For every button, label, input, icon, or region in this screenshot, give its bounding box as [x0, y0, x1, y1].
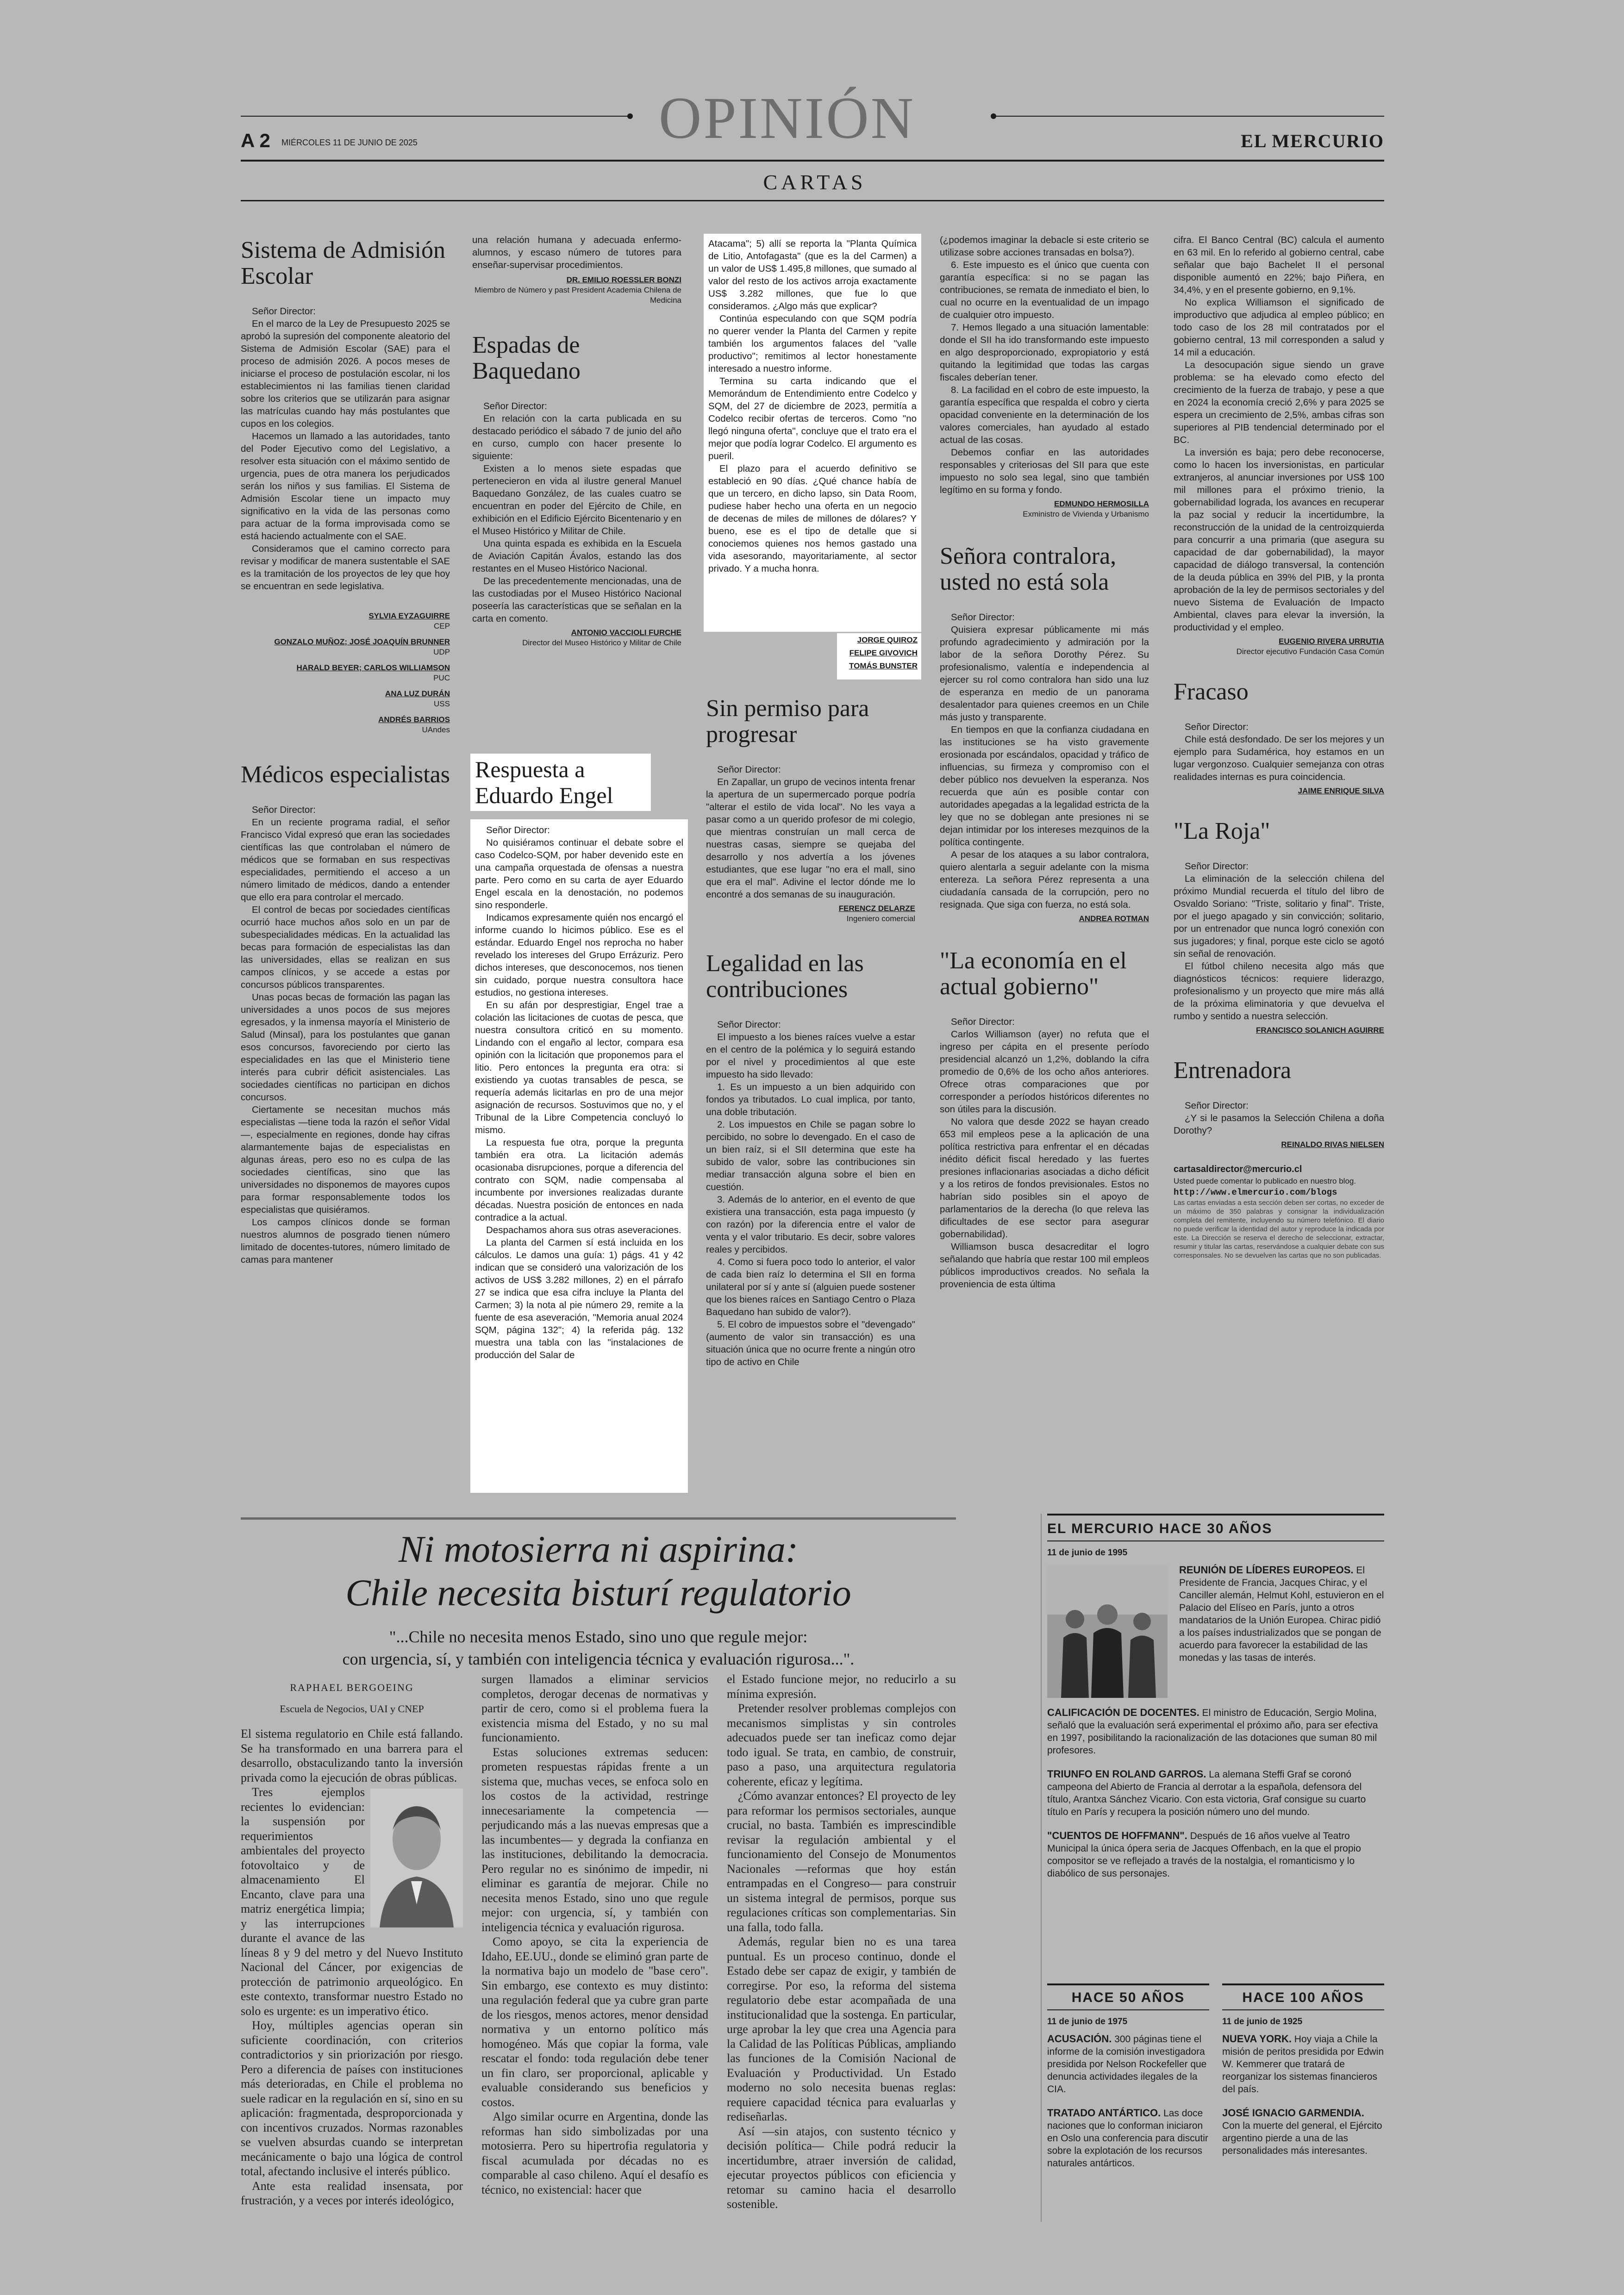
edition-date: MIÉRCOLES 11 DE JUNIO DE 2025 [281, 138, 418, 147]
author-photo [370, 1789, 463, 1927]
paragraph: El control de becas por sociedades científicas ocurrió hace muchos años solo en un par de subespecialidades médicas. En la actualidad las becas para formación de especialistas las dan las universidades, ellas se realizan en sus campos clínicos, y se accede a estas por concursos públicos transparentes. [241, 904, 450, 990]
signer-org: USS [434, 699, 450, 708]
paragraph: En tiempos en que la confianza ciudadana en las instituciones se ha visto gravemente erosionada por escándalos, opacidad y tráfico de influencias, su firmeza y compromiso con el deber público nos devuelven la esperanza. Nos recuerda que aún es posible contar con autoridades apegadas a la legalidad estricta de la ley que no se doblegan ante presiones ni se dejan intimidar por los intereses mezquinos de la política contingente. [940, 724, 1149, 848]
column-text-1 [241, 1727, 463, 2222]
salutation: Señor Director: [486, 825, 550, 836]
signer-name: ANTONIO VACCIOLI FURCHE [571, 628, 681, 637]
paragraph: Continúa especulando con que SQM podría no querer vender la Planta del Carmen y repite también los argumentos falaces del "valle productivo"; remitimos al lector honestamente interesado a nuestro informe. [708, 313, 917, 374]
paragraph: La inversión es baja; pero debe reconocerse, como lo hacen los inversionistas, en particular extranjeros, al anunciar inversiones por US$ 100 mil millones para el próximo trienio, la gobernabilidad lograda, los avances en recuperar la paz social y reducir la incertidumbre, la reconstrucción de la unidad de la centroizquierda para concurrir a una primaria (que asegura su capacidad de dar gobernabilidad), la mayor capacidad de diálogo transversal, la contención de la deuda pública en 39% del PIB, y la pronta aprobación de la ley de permisos sectoriales y del nuevo Sistema de Evaluación de Impacto Ambiental, claves para elevar la inversión, la productividad y el empleo. [1174, 447, 1384, 633]
column-text-2 [481, 1672, 708, 2222]
paragraph: Además, regular bien no es una tarea puntual. Es un proceso continuo, donde el Estado debe ser capaz de exigir, y también de corregirse. Por eso, la reforma del sistema regulatorio debe estar acompañada de una institucionalidad que la sostenga. En particular, urge aprobar la ley que crea una Agencia para la Calidad de las Políticas Públicas, ampliando las funciones de la Comisión Nacional de Evaluación y Productividad. Un Estado moderno no solo necesita buenas reglas: requiere capacidad técnica para evaluarlas y rediseñarlas. [727, 1935, 956, 2123]
paragraph: La planta del Carmen sí está incluida en los cálculos. Le damos una guía: 1) págs. 41 y 42 indican que se consideró una valorización de los activos de US$ 3.282 millones, 2) en el párrafo 27 se indica que esa cifra incluye la Planta del Carmen; 3) la nota al pie número 29, remite a la fuente de esa aseveración, "Memoria anual 2024 SQM, página 132"; 4) la referida pág. 132 muestra una tabla con las "instalaciones de producción del Salar de [475, 1237, 683, 1360]
paragraph: Indicamos expresamente quién nos encargó el informe cuando lo hicimos público. Ese es el estándar. Eduardo Engel nos reprocha no haber revelado los intereses del Grupo Errázuriz. Pero dichos intereses, que desconocemos, nos tienen sin cuidado, porque nuestra consultora hace estudios, no gestiona intereses. [475, 912, 683, 998]
paragraph: 2. Los impuestos en Chile se pagan sobre lo percibido, no sobre lo devengado. En el caso de un bien raíz, si el SII determina que este ha subido de valor, sobre las contribuciones sin mediar transacción alguna sobre el bien en cuestión. [706, 1119, 915, 1192]
letter-title-contralora: Señora contralora, usted no está sola [940, 543, 1117, 595]
signer-role: Exministro de Vivienda y Urbanismo [1023, 510, 1149, 518]
paragraph: 1. Es un impuesto a un bien adquirido con fondos ya tributados. Lo cual implica, por tanto, una doble tributación. [706, 1082, 915, 1117]
paragraph: El plazo para el acuerdo definitivo se estableció en 90 días. ¿Qué chance había de que un tercero, en dicho lapso, sin Data Room, pudiese haber hecho una oferta en un negocio de decenas de miles de millones de dólares? Y bueno, ese es el tipo de detalle que si conociemos quienes nos hemos gastado una vida asesorando, mayoritariamente, al sector privado. Y a mucha honra. [708, 463, 917, 574]
signer-name: TOMÁS BUNSTER [849, 661, 918, 670]
signer-org: UAndes [422, 725, 450, 734]
author-portrait-icon [370, 1789, 463, 1927]
letter-title-admision: Sistema de Admisión Escolar [241, 237, 445, 289]
hace-30-item-head: REUNIÓN DE LÍDERES EUROPEOS. [1179, 1564, 1354, 1576]
paragraph: Hoy, múltiples agencias operan sin suficiente coordinación, con criterios contradictorios y sin priorización por riesgo. Pero a diferencia de países con instituciones más deterioradas, en Chile el problema no suele radicar en la regulación en sí, sino en su aplicación: fragmentada, desproporcionada y con incentivos cruzados. Normas razonables se vuelven absurdas cuando se interpretan mecánicamente o bajo una lógica de control total, afectando inclusive el interés público. [241, 2019, 463, 2178]
paragraph: Existen a lo menos siete espadas que pertenecieron en vida al ilustre general Manuel Baquedano González, de las cuales cuatro se encuentran en poder del Ejército de Chile, en exhibición en el Edificio Ejército Bicentenario y en el Museo Histórico y Militar de Chile. [472, 463, 681, 536]
salutation: Señor Director: [717, 764, 781, 775]
signer-role: Ingeniero comercial [846, 914, 915, 923]
reply-letter-box [470, 819, 688, 1493]
header-rule-left [241, 116, 630, 117]
signer-name: FRANCISCO SOLANICH AGUIRRE [1255, 1026, 1384, 1035]
signer-org: PUC [433, 674, 450, 682]
hace-30-item-head: TRIUNFO EN ROLAND GARROS. [1047, 1768, 1206, 1780]
contact-email[interactable]: cartasaldirector@mercurio.cl [1174, 1164, 1302, 1174]
header-rule-sub [241, 200, 1384, 201]
signer-name: GONZALO MUÑOZ; JOSÉ JOAQUÍN BRUNNER [274, 637, 450, 646]
paragraph: una relación humana y adecuada enfermo-alumnos, y escaso número de tutores para enseñar-supervisar procedimientos. [472, 235, 681, 270]
paragraph: 7. Hemos llegado a una situación lamentable: donde el SII ha ido transformando este impuesto en algo desproporcionado, expropiatorio y está quitando la legitimidad que todas las cargas fiscales deberían tener. [940, 322, 1149, 383]
column-deck [241, 1626, 956, 1670]
column-text-3 [727, 1672, 956, 2222]
hace-100-box [1222, 1983, 1384, 2222]
paragraph: Hacemos un llamado a las autoridades, tanto del Poder Ejecutivo como del Legislativo, a resolver esta situación con el máximo sentido de urgencia, pues de otra manera los perjudicados serán los niños y sus familias. El Sistema de Admisión Escolar tiene un impacto muy significativo en la vida de las personas como para actuar de la forma improvisada como se está haciendo actualmente con el SAE. [241, 431, 450, 542]
salutation: Señor Director: [951, 1017, 1015, 1027]
signer-role: Director ejecutivo Fundación Casa Común [1236, 647, 1384, 656]
signer-name: ANDRÉS BARRIOS [378, 715, 450, 724]
signer-org: CEP [434, 622, 450, 630]
signer-role: Director del Museo Histórico y Militar de Chile [522, 638, 681, 647]
paragraph: cifra. El Banco Central (BC) calcula el aumento en 63 mil. En lo referido al gobierno central, cabe señalar que bajo Bachelet II el personal disponible aumentó en 22%; bajo Piñera, en 34,4%, y en el presente gobierno, en 9,1%. [1174, 235, 1384, 295]
paragraph: No quisiéramos continuar el debate sobre el caso Codelco-SQM, por haber devenido este en una campaña orquestada de ofensas a nuestra parte. Pero como en su carta de ayer Eduardo Engel escala en la denostación, no podemos sino responderle. [475, 837, 683, 911]
letter-title-la-roja: "La Roja" [1174, 818, 1270, 844]
column-headline [241, 1528, 956, 1615]
header-rule-main [241, 160, 1384, 162]
paragraph: El fútbol chileno necesita algo más que diagnósticos técnicos: requiere liderazgo, profesionalismo y un proyecto que mire más allá de la próxima eliminatoria y que devuelva el rumbo y sentido a nuestra selección. [1174, 961, 1384, 1022]
hace-50-date: 11 de junio de 1975 [1047, 2017, 1128, 2027]
hace-30-item-head: "CUENTOS DE HOFFMANN". [1047, 1830, 1187, 1841]
signer-role: Miembro de Número y past President Academia Chilena de Medicina [475, 286, 681, 305]
paragraph: La desocupación sigue siendo un grave problema: se ha elevado como efecto del crecimiento de la fuerza de trabajo, y pese a que en 2024 la economía creció 2,6% y para 2025 se espera un crecimiento de 2,5%, ambas cifras son superiores al PIB tendencial determinado por el BC. [1174, 360, 1384, 445]
paragraph: El sistema regulatorio en Chile está fallando. Se ha transformado en una barrera para el desarrollo, obstaculizando tanto la inversión privada como la ejecución de obras públicas. [241, 1727, 463, 1784]
salutation: Señor Director: [252, 804, 316, 815]
paragraph: Consideramos que el camino correcto para revisar y modificar de manera sustentable el SAE es la tramitación de los proyectos de ley que hoy se encuentran en sede legislativa. [241, 543, 450, 592]
section-title: OPINIÓN [658, 85, 916, 151]
hace-30-date: 11 de junio de 1995 [1047, 1548, 1128, 1558]
paragraph: En Zapallar, un grupo de vecinos intenta frenar la apertura de un supermercado porque podría "alterar el estilo de vida local". No les vaya a pasar como a un querido profesor de mi colegio, que mientras construían un mall cerca de nuestras casas, siempre se quejaba del desarrollo y nos advertía a los jóvenes estudiantes, que ese lugar "no era el mall, sino que era el mal". Adivine el lector dónde me lo encontré a dos semanas de su inauguración. [706, 777, 915, 900]
paragraph: Despachamos ahora sus otras aseveraciones. [486, 1225, 681, 1235]
headline-line-1: Ni motosierra ni aspirina: [398, 1528, 799, 1570]
paragraph: ¿Y si le pasamos la Selección Chilena a doña Dorothy? [1174, 1113, 1384, 1136]
paragraph: Algo similar ocurre en Argentina, donde las reformas han sido simbolizadas por una motosierra. Pero su hipertrofia regulatoria y fiscal acumulada por décadas no es comparable al caso chileno. Aquí el desafío es técnico, no existencial: hacer que [481, 2110, 708, 2196]
signer-name: FELIPE GIVOVICH [849, 649, 918, 657]
paragraph: Williamson busca desacreditar el logro señalando que habría que restar 100 mil empleos públicos improductivos creados. No señala la proveniencia de esta última [940, 1241, 1149, 1290]
paragraph: Ciertamente se necesitan muchos más especialistas —tiene toda la razón el señor Vidal—, especialmente en regiones, donde hay cifras alarmantemente bajas de especialistas en algunas áreas, pero eso no es culpa de las sociedades científicas, sino que las universidades no disponemos de mayores cupos para formar responsablemente todos los especialistas que quisiéramos. [241, 1104, 450, 1215]
sidebar-divider [1041, 1514, 1042, 2222]
paragraph: Ante esta realidad insensata, por frustración, y a veces por interés ideológico, [241, 2179, 463, 2207]
paragraph: (¿podemos imaginar la debacle si este criterio se utilizase sobre acciones transadas en bolsa?). [940, 235, 1149, 258]
hace-50-item-head: TRATADO ANTÁRTICO. [1047, 2107, 1161, 2119]
signer-name: SYLVIA EYZAGUIRRE [369, 611, 450, 620]
blog-link[interactable]: http://www.elmercurio.com/blogs [1174, 1187, 1337, 1197]
reply-signers-box [837, 633, 921, 680]
paragraph: Una quinta espada es exhibida en la Escuela de Aviación Capitán Ávalos, estando las dos restantes en el Museo Histórico Nacional. [472, 538, 681, 574]
page-number: A 2 [241, 130, 270, 151]
hace-30-item-text: Después de 16 años vuelve al Teatro Municipal la única ópera seria de Jacques Offenbach, en la que el propio compositor se ve reflejado a través de la nostalgia, el romanticismo y lo diabólico de sus personajes. [1047, 1831, 1361, 1879]
paragraph: 5. El cobro de impuestos sobre el "devengado" (aumento de valor sin transacción) es una situación única que no ocurre frente a ningún otro tipo de activo en Chile [706, 1319, 915, 1367]
paragraph: 3. Además de lo anterior, en el evento de que existiera una transacción, esta paga impuesto (y con razón) por la diferencia entre el valor de venta y el valor tributario. Es decir, sobre valores reales y percibidos. [706, 1194, 915, 1255]
paragraph: El impuesto a los bienes raíces vuelve a estar en el centro de la polémica y lo seguirá estando por el nivel y procedimientos al que este impuesto ha sido llevado: [706, 1032, 915, 1080]
paragraph: ¿Cómo avanzar entonces? El proyecto de ley para reformar los permisos sectoriales, aunque crucial, no basta. También es imprescindible revisar la regulación ambiental y el funcionamiento del Consejo de Monumentos Nacionales —reformas que hoy están entrampadas en el Congreso— para construir un sistema integral de permisos, porque sus regulaciones críticas son complementarias. Sin una falla, todo falla. [727, 1789, 956, 1934]
salutation: Señor Director: [1185, 1100, 1249, 1111]
signer-name: JORGE QUIROZ [857, 636, 918, 644]
letter-title-respuesta: Respuesta a Eduardo Engel [475, 756, 613, 808]
paragraph: No explica Williamson el significado de improductivo que adjudica al empleo público; en todo caso de los 28 mil contratados por el gobierno central, 13 mil corresponden a salud y 14 mil a educación. [1174, 297, 1384, 358]
paragraph: Así —sin atajos, con sustento técnico y decisión política— Chile podrá reducir la incertidumbre, atraer inversión de calidad, ejecutar proyectos públicos con eficiencia y retomar su camino hacia el desarrollo sostenible. [727, 2124, 956, 2211]
letters-column-1 [241, 234, 450, 1493]
headline-line-2: Chile necesita bisturí regulatorio [345, 1572, 851, 1614]
paragraph: Debemos confiar en las autoridades responsables y criteriosas del SII para que este impuesto no solo sea legal, sino que también legítimo en su forma y fondo. [940, 447, 1149, 495]
hace-30-item-text: La alemana Steffi Graf se coronó campeona del Abierto de Francia al derrotar a la española, defensora del título, Arantxa Sánchez Vicario. Con esta victoria, Graf consigue su cuarto título en París y recupera la posición número uno del mundo. [1047, 1769, 1366, 1817]
paragraph: 8. La facilidad en el cobro de este impuesto, la garantía específica que respalda el cobro y cierta opacidad conveniente en la determinación de los valores comerciales, han ayudado al estado actual de las cosas. [940, 385, 1149, 445]
contact-note: Usted puede comentar lo publicado en nuestro blog. [1174, 1177, 1356, 1185]
reply-title-box [470, 754, 651, 811]
paragraph: 4. Como si fuera poco todo lo anterior, el valor de cada bien raíz lo determina el SII en forma unilateral por sí y ante sí (alguien puede sostener que los bienes raíces en Santiago Centro o Plaza Baquedano han subido de valor?). [706, 1257, 915, 1317]
salutation: Señor Director: [951, 612, 1015, 623]
hace-100-item-head: JOSÉ IGNACIO GARMENDIA. [1222, 2107, 1364, 2119]
salutation: Señor Director: [483, 401, 547, 412]
letters-column-4 [940, 234, 1149, 1493]
column-author-block [241, 1680, 463, 1716]
paragraph: Quisiera expresar públicamente mi más profundo agradecimiento y admiración por la labor de la señora Dorothy Pérez. Su profesionalismo, valentía e independencia al ejercer su rol como contralora han sido una luz de esperanza en medio de un panorama desalentador para quienes creemos en un Chile más justo y transparente. [940, 624, 1149, 723]
deck-line-2: con urgencia, sí, y también con inteligencia técnica y evaluación rigurosa...". [342, 1650, 855, 1668]
hace-50-item-text: Las doce naciones que lo conforman iniciaron en Oslo una conferencia para discutir sobre la explotación de los recursos naturales antárticos. [1047, 2108, 1208, 2169]
paragraph: Carlos Williamson (ayer) no refuta que el ingreso per cápita en el presente período presidencial alcanzó un 1,2%, doblando la cifra promedio de 0,6% de los ocho años anteriores. Ofrece otras comparaciones que por corresponder a períodos históricos diferentes no son útiles para la discusión. [940, 1029, 1149, 1115]
signer-name: DR. EMILIO ROESSLER BONZI [566, 275, 681, 284]
column-affiliation: Escuela de Negocios, UAI y CNEP [280, 1703, 424, 1715]
paragraph: Tres ejemplos recientes lo evidencian: la suspensión por requerimientos ambientales del proyecto fotovoltaico y de almacenamiento El Encanto, clave para una matriz energética limpia; y las interrupciones durante el avance de las líneas 8 y 9 del metro y del Nuevo Instituto Nacional del Cáncer, por exigencias de protección de patrimonio arqueológico. En este contexto, transformar nuestro Estado no solo es urgente: es un imperativo ético. [241, 1785, 463, 2018]
paragraph: Termina su carta indicando que el Memorándum de Entendimiento entre Codelco y SQM, del 27 de diciembre de 2023, permitía a Codelco recibir ofertas de terceros. Como "no llegó ninguna oferta", concluye que el trato era el mejor que podía lograr Codelco. El argumento es pueril. [708, 376, 917, 461]
signer-name: FERENCZ DELARZE [838, 904, 915, 913]
signer-name: JAIME ENRIQUE SILVA [1298, 786, 1384, 795]
hace-30-photo [1047, 1564, 1168, 1698]
salutation: Señor Director: [1185, 722, 1249, 732]
hace-50-item-head: ACUSACIÓN. [1047, 2033, 1112, 2045]
hace-100-date: 11 de junio de 1925 [1222, 2017, 1303, 2027]
hace-30-item-text: El ministro de Educación, Sergio Molina, señaló que la evaluación será experimental el próximo año, para ser efectiva en 1997, posibilitando la racionalización de las dotaciones que suman 80 mil profesores. [1047, 1708, 1378, 1756]
letter-title-espadas: Espadas de Baquedano [472, 332, 581, 384]
hace-100-title: HACE 100 AÑOS [1242, 1990, 1364, 2005]
salutation: Señor Director: [252, 306, 316, 317]
letter-title-permiso: Sin permiso para progresar [706, 695, 869, 748]
letter-title-economia: "La economía en el actual gobierno" [940, 948, 1127, 1000]
brand-logo: EL MERCURIO [1241, 131, 1384, 151]
signer-name: ANDREA ROTMAN [1079, 914, 1149, 923]
letter-title-fracaso: Fracaso [1174, 679, 1249, 705]
paragraph: Los campos clínicos donde se forman nuestros alumnos de posgrado tienen número limitado de docentes-tutores, número limitado de camas para mantener [241, 1217, 450, 1265]
salutation: Señor Director: [717, 1019, 781, 1030]
hace-100-item-text: Hoy viaja a Chile la misión de peritos presidida por Edwin W. Kemmerer que tratará de reorganizar los sistemas financieros del país. [1222, 2034, 1384, 2095]
paragraph: Atacama"; 5) allí se reporta la "Planta Química de Litio, Antofagasta" (que es la del Carmen) a un valor de US$ 1.495,8 millones, que sumado al valor del resto de los activos arroja exactamente US$ 3.282 millones, que fue lo que consideramos. ¿Algo más que explicar? [708, 238, 917, 312]
hace-30-box [1047, 1514, 1384, 2000]
hace-50-box [1047, 1983, 1209, 2222]
column-top-rule [241, 1517, 956, 1520]
hace-50-title: HACE 50 AÑOS [1071, 1990, 1185, 2005]
paragraph: En su afán por desprestigiar, Engel trae a colación las licitaciones de cuotas de pesca, que nuestra consultora criticó en su momento. Lindando con el engaño al lector, compara esa opinión con la licitación que proponemos para el litio. Pero entonces la pregunta era otra: si existiendo ya cuotas transables de pesca, se requería además licitarlas en pro de una mejor asignación de recursos. Sostuvimos que no, y el Tribunal de la Libre Competencia concluyó lo mismo. [475, 1000, 683, 1135]
paragraph: A pesar de los ataques a su labor contralora, quiero alentarla a seguir adelante con la misma entereza. La señora Pérez representa a una ciudadanía cansada de la corrupción, pero no resignada. Que siga con fuerza, no está sola. [940, 849, 1149, 910]
letters-column-5 [1174, 234, 1384, 1493]
paragraph: Chile está desfondado. De ser los mejores y un ejemplo para Sudamérica, hoy estamos en un lugar vergonzoso. Cualquier semejanza con otras realidades internas es pura coincidencia. [1174, 734, 1384, 782]
paragraph: Estas soluciones extremas seducen: prometen respuestas rápidas frente a un sistema que, muchas veces, se enfoca solo en los costos de la actividad, restringe innecesariamente la competencia —perjudicando más a las nuevas empresas que a las incumbentes— y degrada la confianza en las instituciones, debilitando la democracia. Pero regular no es sinónimo de impedir, ni eliminar es garantía de mejorar. Chile no necesita menos Estado, sino uno que regule mejor: con urgencia, sí, y también con inteligencia técnica y evaluación rigurosa. [481, 1745, 708, 1934]
paragraph: surgen llamados a eliminar servicios completos, derogar decenas de normativas y partir de cero, como si el problema fuera la existencia misma del Estado, y no su mal funcionamiento. [481, 1672, 708, 1744]
letter-title-entrenadora: Entrenadora [1174, 1057, 1292, 1084]
salutation: Señor Director: [1185, 861, 1249, 872]
header-dot-left [627, 113, 633, 119]
signer-name: EDMUNDO HERMOSILLA [1054, 499, 1149, 508]
letter-title-legalidad: Legalidad en las contribuciones [706, 950, 864, 1003]
reply-continuation-box [704, 234, 921, 632]
deck-line-1: "...Chile no necesita menos Estado, sino uno que regule mejor: [389, 1628, 808, 1646]
paragraph: La eliminación de la selección chilena del próximo Mundial recuerda el título del libro de Osvaldo Soriano: "Triste, solitario y final". Triste, por el juego apagado y sin convicción; solitario, por un entrenador que nunca logró conexión con sus jugadores; y final, porque este ciclo se agotó sin señal de renovación. [1174, 873, 1384, 959]
contact-disclaimer: Las cartas enviadas a esta sección deben ser cortas, no exceder de un máximo de 350 palabras y consignar la individualización completa del remitente, incluyendo su número telefónico. El diario no puede verificar la identidad del autor y reproduce la indicada por este. La Dirección se reserva el derecho de seleccionar, extractar, resumir y titular las cartas, reservándose a cualquier debate con sus corresponsales. No se devuelven las cartas que no son publicadas. [1174, 1199, 1384, 1260]
signer-name: ANA LUZ DURÁN [385, 689, 450, 698]
letters-column-2 [472, 234, 681, 748]
paragraph: No valora que desde 2022 se hayan creado 653 mil empleos pese a la aplicación de una política restrictiva para enfrentar el en décadas inédito déficit fiscal heredado y las fuertes presiones inflacionarias asociadas a dicho déficit y a los retiros de fondos previsionales. Estos no habrían sido posibles sin el apoyo de parlamentarios de la derecha (lo que releva las dificultades de ese sector para asegurar gobernabilidad). [940, 1116, 1149, 1240]
hace-30-item-head: CALIFICACIÓN DE DOCENTES. [1047, 1707, 1199, 1718]
letters-column-3 [706, 692, 915, 1493]
leaders-photo-icon [1047, 1564, 1168, 1698]
signer-name: REINALDO RIVAS NIELSEN [1281, 1140, 1384, 1149]
signer-name: HARALD BEYER; CARLOS WILLIAMSON [296, 663, 450, 672]
hace-30-item-text: El Presidente de Francia, Jacques Chirac, y el Canciller alemán, Helmut Kohl, estuvieron en el Palacio del Elíseo en París, junto a otros mandatarios de la Unión Europea. Chirac pidió a los países industrializados que se pongan de acuerdo para favorecer la estabilidad de las monedas y las tasas de interés. [1179, 1565, 1384, 1663]
paragraph: Unas pocas becas de formación las pagan las universidades a unos pocos de sus mejores egresados, y la inmensa mayoría el Ministerio de Salud (Minsal), para los postulantes que ganan esos concursos, favoreciendo por cierto las especialidades en las que el Ministerio tiene interés para cubrir déficit asistenciales. Las sociedades científicas no participan en dichos concursos. [241, 992, 450, 1103]
subsection-title: CARTAS [763, 170, 867, 194]
header-rule-right [995, 116, 1384, 117]
signer-org: UDP [433, 648, 450, 656]
letter-title-medicos: Médicos especialistas [241, 761, 450, 788]
paragraph: Como apoyo, se cita la experiencia de Idaho, EE.UU., donde se eliminó gran parte de la normativa bajo un modelo de "base cero". Sin embargo, ese contexto es muy distinto: una regulación federal que ya cubre gran parte de los riesgos, menos actores, menor densidad normativa y un entorno político más homogéneo. Más que copiar la forma, vale rescatar el fondo: toda regulación debe tener un fin claro, ser proporcional, aplicable y evaluable considerando sus beneficios y costos. [481, 1935, 708, 2109]
paragraph: el Estado funcione mejor, no reducirlo a su mínima expresión. [727, 1672, 956, 1701]
paragraph: En el marco de la Ley de Presupuesto 2025 se aprobó la supresión del componente aleatorio del Sistema de Admisión Escolar (SAE) para el proceso de admisión 2026. A pocos meses de iniciarse el proceso de postulación escolar, ni los establecimientos ni las familias tienen claridad sobre los criterios que se utilizarán para asignar las matrículas cuando hay más postulantes que cupos en los colegios. [241, 318, 450, 429]
paragraph: De las precedentemente mencionadas, una de las custodiadas por el Museo Histórico Nacional poseería las características que se señalan en la carta en comento. [472, 576, 681, 624]
paragraph: En un reciente programa radial, el señor Francisco Vidal expresó que eran las sociedades científicas las que controlaban el número de médicos que se formaban en sus respectivas especialidades, permitiendo el acceso a un número limitado de médicos, dando a entender que ello era para controlar el mercado. [241, 817, 450, 903]
hace-30-title: EL MERCURIO HACE 30 AÑOS [1047, 1521, 1273, 1536]
signer-name: EUGENIO RIVERA URRUTIA [1279, 637, 1384, 646]
paragraph: 6. Este impuesto es el único que cuenta con garantía específica: si no se pagan las contribuciones, se remata de inmediato el bien, lo cual no ocurre en la eventualidad de un impago de cualquier otro impuesto. [940, 260, 1149, 320]
hace-50-item-text: 300 páginas tiene el informe de la comisión investigadora presidida por Nelson Rockefeller que denuncia actividades ilegales de la CIA. [1047, 2034, 1207, 2095]
paragraph: Pretender resolver problemas complejos con mecanismos simplistas y sin controles adecuados puede ser tan ineficaz como dejar todo igual. Se trata, en cambio, de construir, paso a paso, una arquitectura regulatoria coherente, eficaz y legítima. [727, 1702, 956, 1788]
column-author: RAPHAEL BERGOEING [290, 1682, 414, 1693]
hace-100-item-head: NUEVA YORK. [1222, 2033, 1292, 2045]
hace-100-item-text: Con la muerte del general, el Ejército argentino pierde a una de las personalidades más interesantes. [1222, 2120, 1382, 2156]
paragraph: En relación con la carta publicada en su destacado periódico el sábado 7 de junio del año en curso, cumplo con hacer presente lo siguiente: [472, 413, 681, 461]
paragraph: La respuesta fue otra, porque la pregunta también era otra. La licitación además ocasionaba disrupciones, porque a diferencia del contrato con SQM, nadie compensaba al incumbente por inversiones realizadas durante décadas. Nuestra posición de entonces en nada contradice a la actual. [475, 1137, 683, 1223]
